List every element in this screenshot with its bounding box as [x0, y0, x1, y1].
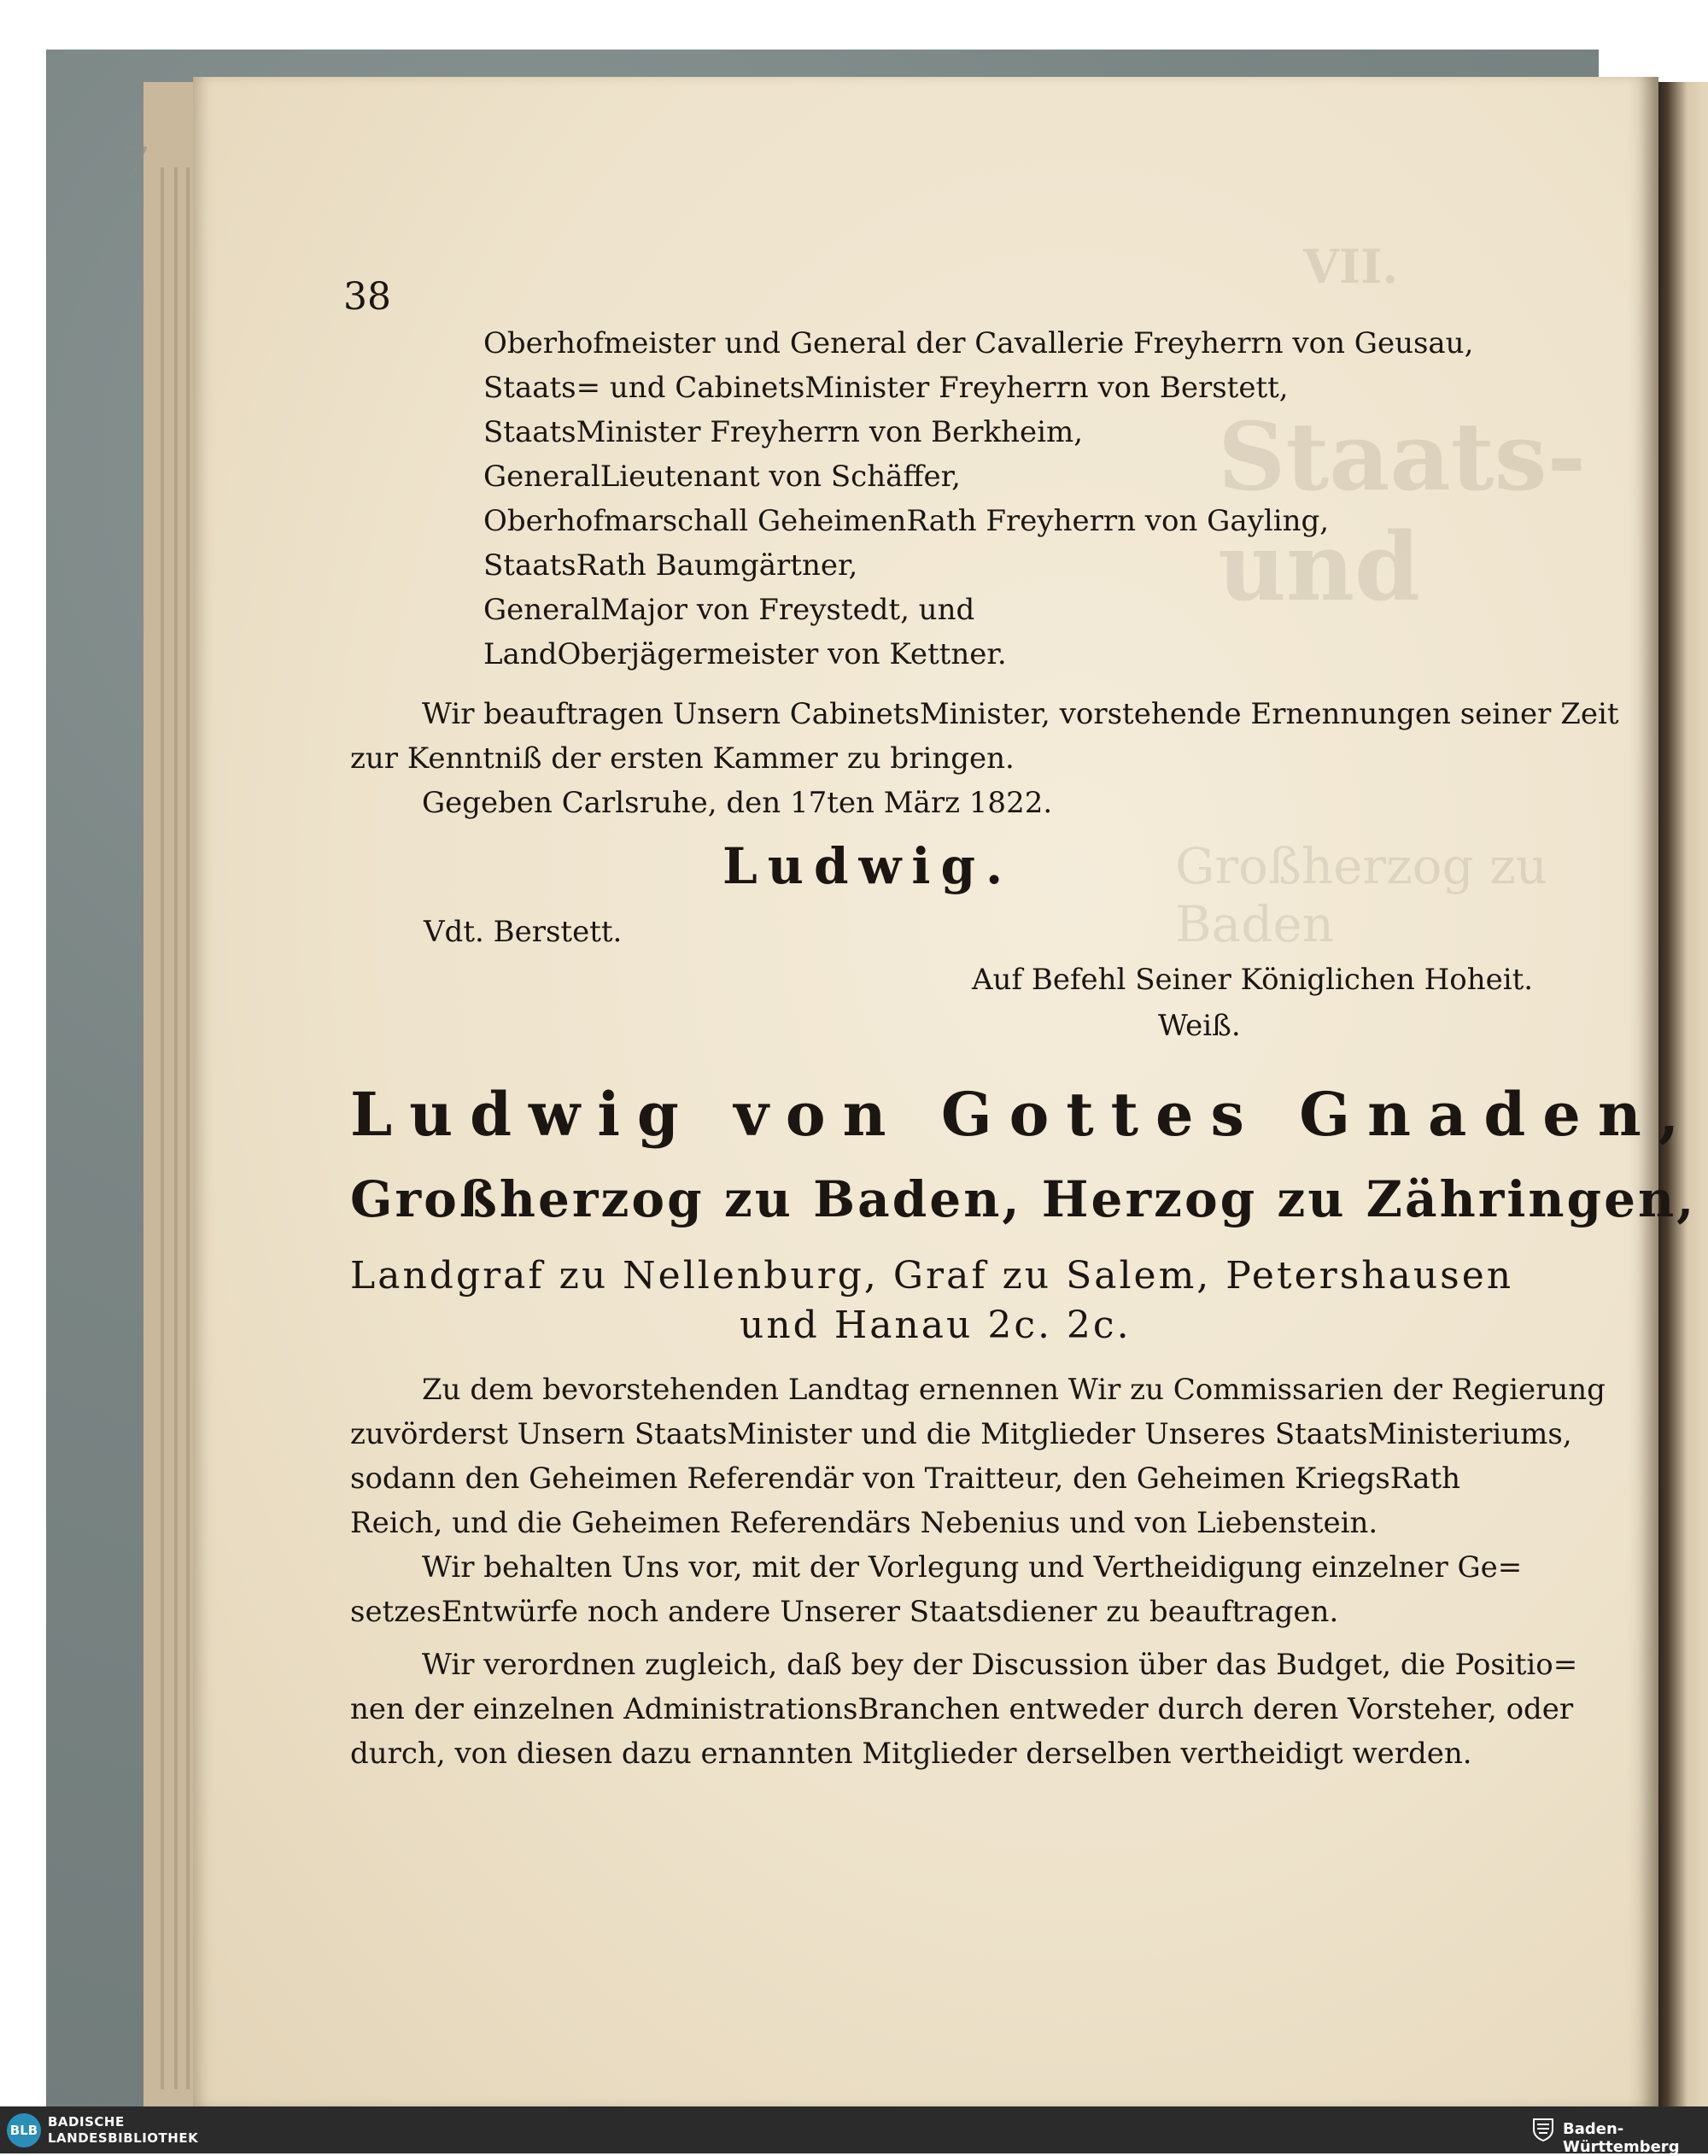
proclamation-heading: Ludwig von Gottes Gnaden,: [350, 1079, 1697, 1150]
page-edge-line: [174, 167, 178, 2089]
library-name-line: LANDESBIBLIOTHEK: [48, 2130, 199, 2146]
body-line: nen der einzelnen AdministrationsBranchen entweder durch deren Vorsteher, oder: [350, 1692, 1574, 1726]
countersignature: Vdt. Berstett.: [424, 915, 623, 949]
appointee-line: GeneralLieutenant von Schäffer,: [483, 460, 961, 494]
appointee-line: StaatsRath Baumgärtner,: [483, 548, 858, 583]
library-name[interactable]: [48, 2114, 198, 2147]
appointee-line: StaatsMinister Freyherrn von Berkheim,: [483, 415, 1084, 449]
secretary-signature: Weiß.: [1158, 1009, 1241, 1043]
mandate-line: zur Kenntniß der ersten Kammer zu bringen.: [350, 741, 1015, 776]
body-line: Reich, und die Geheimen Referendärs Nebenius und von Liebenstein.: [350, 1506, 1378, 1540]
page-number: 38: [343, 275, 391, 319]
proclamation-heading: und Hanau 2c. 2c.: [740, 1304, 1132, 1347]
appointee-line: GeneralMajor von Freystedt, und: [483, 593, 975, 627]
document-page: [193, 77, 1697, 2106]
state-name[interactable]: Baden-Württemberg: [1563, 2120, 1680, 2156]
pencil-mark: 7: [117, 135, 151, 192]
mandate-line: Wir beauftragen Unsern CabinetsMinister, vorstehende Ernennungen seiner Zeit: [422, 697, 1619, 731]
page-edge-line: [186, 167, 190, 2089]
blb-logo[interactable]: BLB: [7, 2113, 41, 2147]
library-name-line: BADISCHE: [48, 2114, 125, 2130]
body-line: Zu dem bevorstehenden Landtag ernennen Wir zu Commissarien der Regierung: [422, 1373, 1606, 1407]
appointee-line: LandOberjägermeister von Kettner.: [483, 637, 1007, 671]
page-edge-line: [161, 167, 164, 2089]
appointee-line: Staats= und CabinetsMinister Freyherrn von Berstett,: [483, 371, 1289, 405]
body-line: setzesEntwürfe noch andere Unserer Staatsdiener zu beauftragen.: [350, 1595, 1339, 1629]
appointee-line: Oberhofmeister und General der Cavallerie Freyherrn von Geusau,: [483, 326, 1474, 360]
bleed-through: Staats- und: [1218, 401, 1587, 622]
proclamation-heading: Landgraf zu Nellenburg, Graf zu Salem, Petershausen: [350, 1254, 1514, 1298]
bleed-through: VII.: [1303, 239, 1399, 294]
bleed-through: Großherzog zu Baden: [1175, 837, 1548, 953]
baden-wuerttemberg-crest-icon[interactable]: [1529, 2117, 1558, 2142]
body-line: zuvörderst Unsern StaatsMinister und die Mitglieder Unseres StaatsMinisteriums,: [350, 1417, 1572, 1451]
command-line: Auf Befehl Seiner Königlichen Hoheit.: [972, 963, 1534, 997]
body-line: sodann den Geheimen Referendär von Traitteur, den Geheimen KriegsRath: [350, 1462, 1461, 1496]
viewer-footer: [0, 2106, 1708, 2156]
body-line: Wir verordnen zugleich, daß bey der Discussion über das Budget, die Positio=: [422, 1648, 1578, 1682]
proclamation-heading: Großherzog zu Baden, Herzog zu Zähringen,: [350, 1170, 1697, 1228]
body-line: durch, von diesen dazu ernannten Mitglieder derselben vertheidigt werden.: [350, 1737, 1472, 1771]
appointee-line: Oberhofmarschall GeheimenRath Freyherrn von Gayling,: [483, 504, 1330, 538]
body-line: Wir behalten Uns vor, mit der Vorlegung und Vertheidigung einzelner Ge=: [422, 1550, 1523, 1585]
date-line: Gegeben Carlsruhe, den 17ten März 1822.: [422, 786, 1053, 820]
signature: Ludwig.: [722, 837, 1014, 895]
